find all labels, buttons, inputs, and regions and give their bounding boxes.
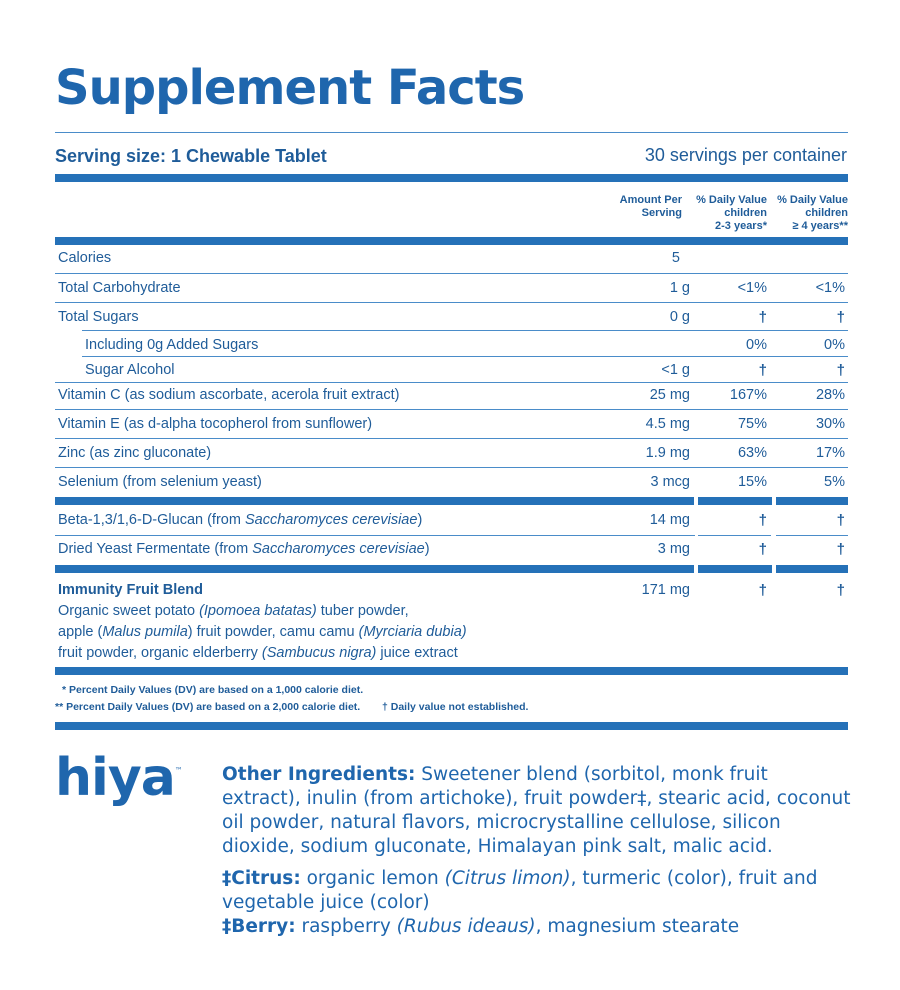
thick-divider: [55, 722, 848, 730]
column-gap: [772, 497, 776, 505]
row-divider: [698, 535, 771, 536]
column-gap: [694, 565, 698, 573]
column-gap: [772, 565, 776, 573]
footnote-1000-calorie: * Percent Daily Values (DV) are based on a 1,000 calorie diet.: [62, 684, 364, 696]
hiya-logo: hiya™: [55, 748, 182, 808]
dv-children-2-3-header: % Daily Value children 2-3 years*: [696, 194, 767, 232]
amount-header: Amount Per Serving: [619, 194, 682, 219]
servings-per-container: 30 servings per container: [644, 145, 847, 165]
citrus-ingredients: ‡Citrus: organic lemon (Citrus limon), turmeric (color), fruit and vegetable juice (color): [222, 868, 818, 913]
thick-divider: [55, 565, 848, 573]
thick-divider: [55, 667, 848, 675]
thick-divider: [55, 174, 848, 182]
other-ingredients: Other Ingredients: Sweetener blend (sorbitol, monk fruit extract), inulin (from artichoke), fruit powder‡, stearic acid, coconut oil powder, natural flavors, microcrystalline cellulose, silicon dioxide, sodium gluconate, Himalayan pink salt, malic acid. ‡Citrus: organic lemon (Citrus limon), turmeric (color), fruit and vegetable juice (color) ‡Berry: raspberry (Rubus ideaus), magnesium stearate: [222, 764, 851, 937]
divider: [55, 132, 848, 133]
row-divider: [55, 467, 848, 468]
thick-divider: [55, 237, 848, 245]
thick-divider: [55, 497, 848, 505]
berry-ingredients: ‡Berry: raspberry (Rubus ideaus), magnesium stearate: [222, 916, 740, 937]
column-gap: [694, 497, 698, 505]
fruit-blend: Immunity Fruit Blend Organic sweet potato (Ipomoea batatas) tuber powder, apple (Malus pumila) fruit powder, camu camu (Myrciaria dubia) fruit powder, organic elderberry (Sambucus nigra) juice extract: [58, 582, 467, 661]
row-divider: [55, 302, 848, 303]
row-divider: [55, 409, 848, 410]
row-divider: [55, 438, 848, 439]
footnote-dagger: † Daily value not established.: [382, 701, 529, 713]
row-divider: [82, 330, 848, 331]
row-divider: [55, 382, 848, 383]
row-divider: [55, 273, 848, 274]
footnote-2000-calorie: ** Percent Daily Values (DV) are based on a 2,000 calorie diet.: [55, 701, 361, 713]
page-title: Supplement Facts: [55, 60, 525, 116]
row-divider: [776, 535, 848, 536]
row-divider: [55, 535, 695, 536]
row-divider: [82, 356, 848, 357]
dv-children-4-plus-header: % Daily Value children ≥ 4 years**: [777, 194, 848, 232]
serving-size: Serving size: 1 Chewable Tablet: [55, 146, 327, 166]
